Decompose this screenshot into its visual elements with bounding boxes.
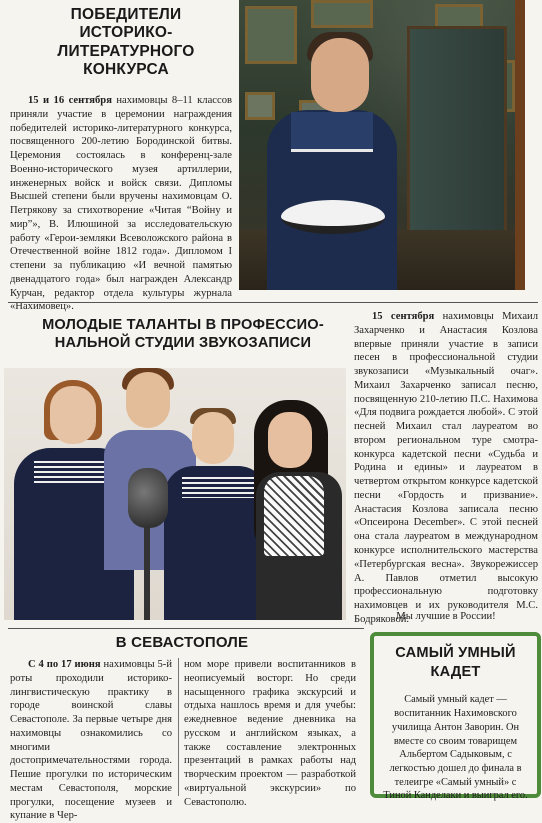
article1-title-line: ЛИТЕРАТУРНОГО [57, 42, 195, 60]
wall-frame [245, 92, 275, 120]
article1-title-line: ПОБЕДИТЕЛИ [70, 6, 182, 23]
article2-body [354, 310, 538, 627]
cadet-face [311, 38, 369, 112]
article1-date: 15 и 16 сентября [28, 95, 112, 106]
section-divider [8, 628, 364, 629]
article4-body: Самый умный кадет — воспитанник Нахимовского училища Антон Заворин. Он вместе со своим товарищем Альбертом Садыковым, с легкостью дошел до финала в телеигре «Самый умный» с Тиной Канделаки и выиграл его. [383, 694, 528, 802]
wall-frame [245, 6, 297, 64]
article4-title [374, 644, 537, 681]
article2-closing: Мы лучшие в России! [396, 611, 496, 622]
article4-title-line: КАДЕТ [430, 663, 481, 680]
boy-face [192, 412, 234, 464]
boy-collar [182, 474, 254, 498]
smartest-cadet-box [370, 632, 541, 802]
article4-title-line: САМЫЙ УМНЫЙ [395, 645, 516, 661]
section-divider [8, 302, 538, 303]
wood-edge [515, 0, 525, 290]
article1-title-line: КОНКУРСА [83, 60, 169, 78]
cadet-cap [281, 200, 385, 234]
girl-collar [34, 458, 114, 484]
column-divider [178, 658, 179, 796]
article2-title-line: НАЛЬНОЙ СТУДИИ ЗВУКОЗАПИСИ [54, 335, 312, 352]
man-face [126, 372, 170, 428]
article3-date: С 4 по 17 июня [28, 659, 101, 670]
woman-top [264, 476, 324, 556]
article1-title-line: ИСТОРИКО- [79, 24, 173, 42]
museum-photo [239, 0, 525, 290]
cadet-collar [291, 112, 373, 152]
microphone [128, 468, 168, 528]
article3-text: нахимовцы 5-й роты проходили историко-лингвистическую практику в городе воинской славы Севастополе. За первые четыре дня нахимовцы ознакомились со многими достопримечательностями города. Пешие прогулки по историческим местам Севастополя, морские прогулки, посещение музеев и купание в Чер- [10, 659, 172, 822]
article2-date: 15 сентября [372, 311, 435, 322]
article1-body [10, 94, 232, 314]
wall-frame [311, 0, 373, 28]
article3-title: В СЕВАСТОПОЛЕ [115, 634, 249, 651]
article3-col1 [10, 658, 172, 823]
girl-face [50, 386, 96, 444]
article1-text: нахимовцы 8–11 классов приняли участие в церемонии награждения победителей историко-литературного конкурса, посвященного 200-летию Бородинской битвы. Церемония состоялась в конференц-зале Военно-исторического музея артиллерии, инженерных войск и войск связи. Дипломы Высшей степени были вручены нахимовцам О. Петрякову за стихотворение «Читая “Войну и мир”», В. Илюшиной за исследовательскую работу «Герои-земляки Всеволожского района в Отечественной войне 1812 года». Дипломом I степени за публикацию «И вечной памятью двенадцатого года» был награжден Александр Курчан, редактор отдела культуры журнала «Нахимовец». [10, 95, 232, 313]
woman-face [268, 412, 312, 468]
studio-photo [4, 368, 346, 620]
article3-col2: ном море привели воспитанников в неописуемый восторг. Но среди насыщенного графика экскурсий и отдыха нашлось время и для учебы: ежедневное ведение дневника на русском и английском языках, а также составление электронных презентаций в рамках работы над творческим проектом — разработкой «виртуальной экскурсии» по Севастополю. [184, 659, 356, 808]
article2-title [12, 316, 354, 352]
article1-title [20, 6, 232, 79]
article2-text: нахимовцы Михаил Захарченко и Анастасия Козлова впервые приняли участие в записи песен в профессиональной студии звукозаписи «Музыкальный очаг». Михаил Захарченко записал песню, посвященную 210-летию П.С. Нахимова «Для подвига рождается любой». С этой песней Михаил стал лауреатом во втором региональном туре смотра-конкурса кадетской песни «Судьба и Родина и едины» и лауреатом в четвертом открытом конкурсе кадетской песни «Гордость и призвание». Анастасия Козлова записала песню «Опсеирона December». С этой песней она стала лауреатом в международном конкурсе исполнительского мастерства «Петербургская весна». Звукорежиссер А. Павлов отметил высокую профессиональную подготовку нахимовцев и их руководителя М.С. Бодряковой. [354, 311, 538, 625]
article2-title-line: МОЛОДЫЕ ТАЛАНТЫ В ПРОФЕССИО- [42, 317, 324, 333]
